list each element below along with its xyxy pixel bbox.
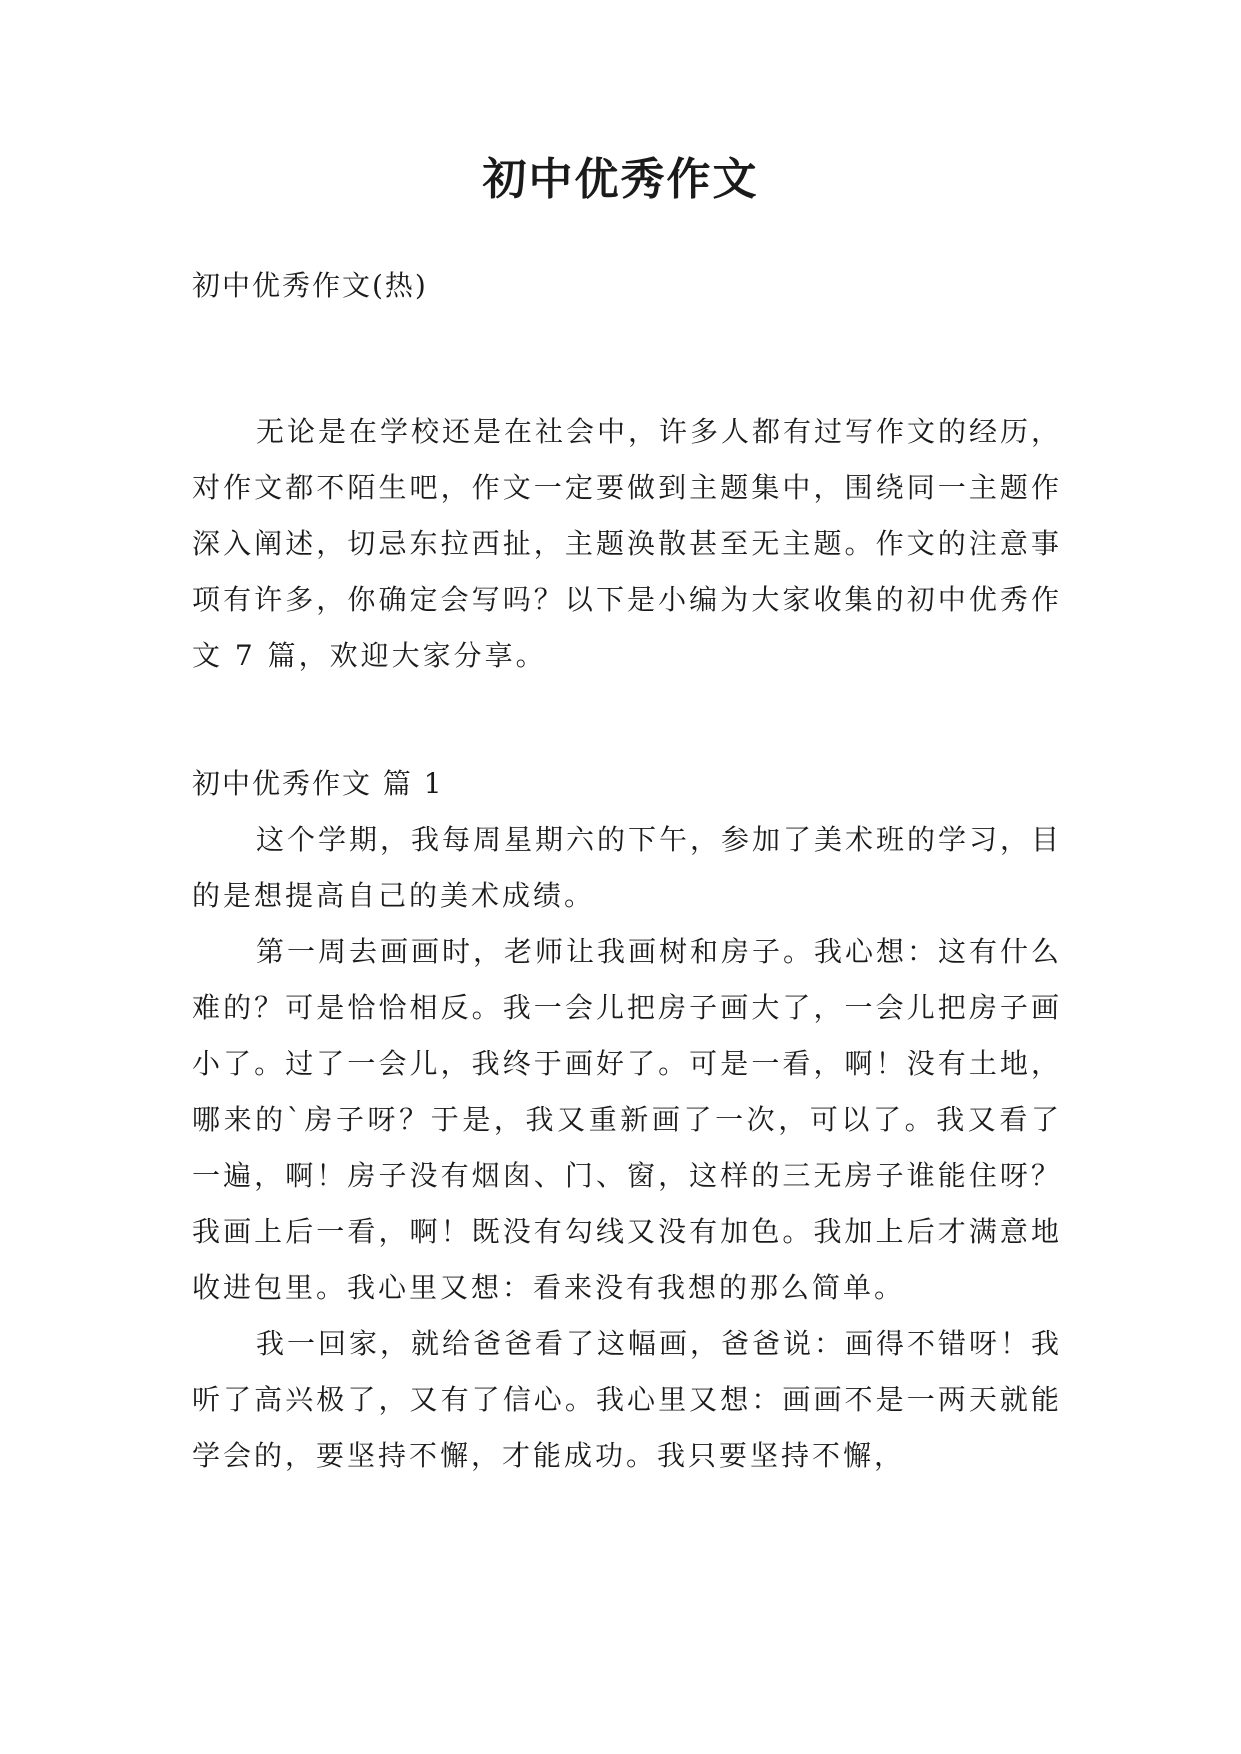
document-title: 初中优秀作文 <box>482 154 759 205</box>
essay-paragraph: 这个学期，我每周星期六的下午，参加了美术班的学习，目的是想提高自己的美术成绩。 <box>192 823 1063 912</box>
essay-paragraph: 第一周去画画时，老师让我画树和房子。我心想：这有什么难的？可是恰恰相反。我一会儿把房子画大了，一会儿把房子画小了。过了一会儿，我终于画好了。可是一看，啊！没有土地，哪来的`房子呀？于是，我又重新画了一次，可以了。我又看了一遍，啊！房子没有烟囱、门、窗，这样的三无房子谁能住呀？我画上后一看，啊！既没有勾线又没有加色。我加上后才满意地收进包里。我心里又想：看来没有我想的那么简单。 <box>192 935 1063 1304</box>
document-subtitle: 初中优秀作文(热) <box>192 269 428 302</box>
intro-paragraph: 无论是在学校还是在社会中，许多人都有过写作文的经历，对作文都不陌生吧，作文一定要做到主题集中，围绕同一主题作深入阐述，切忌东拉西扯，主题涣散甚至无主题。作文的注意事项有许多，你确定会写吗？以下是小编为大家收集的初中优秀作文 7 篇，欢迎大家分享。 <box>192 415 1063 672</box>
section-heading: 初中优秀作文 篇 1 <box>192 767 444 800</box>
essay-paragraph: 我一回家，就给爸爸看了这幅画，爸爸说：画得不错呀！我听了高兴极了，又有了信心。我心里又想：画画不是一两天就能学会的，要坚持不懈，才能成功。我只要坚持不懈， <box>192 1327 1063 1472</box>
essay-body <box>192 812 1062 1484</box>
